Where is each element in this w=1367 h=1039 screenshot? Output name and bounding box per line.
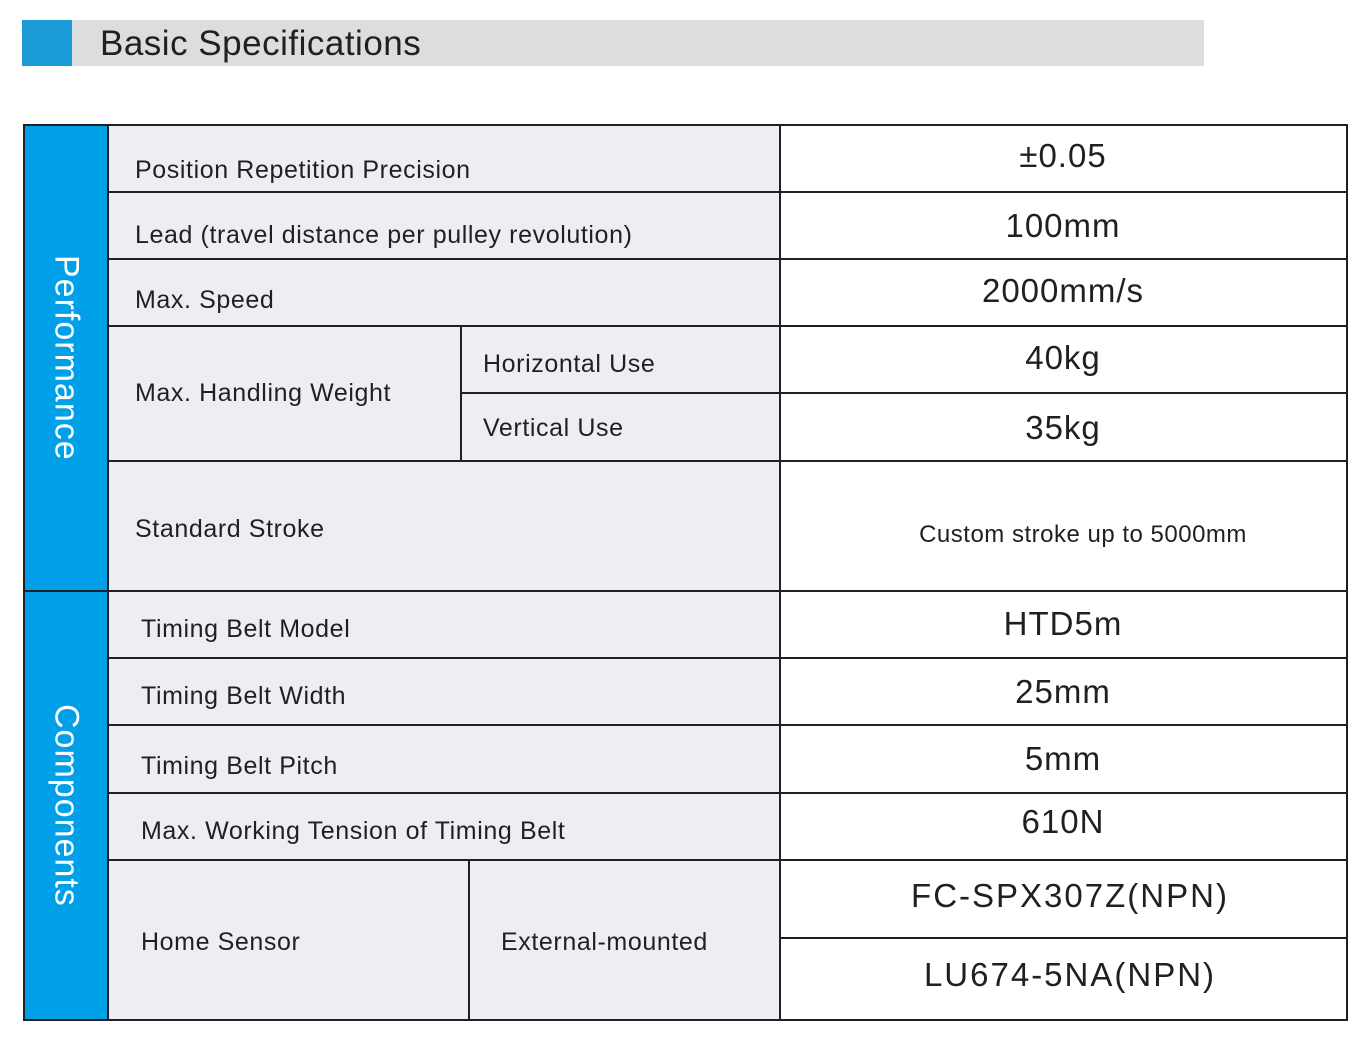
spec-label: Position Repetition Precision xyxy=(135,156,471,184)
spec-sublabel-cell xyxy=(469,860,780,1020)
spec-value: 40kg xyxy=(1025,339,1101,376)
table-row-divider xyxy=(108,325,1347,327)
table-row-divider xyxy=(461,392,1347,394)
table-row-divider xyxy=(108,657,1347,659)
spec-label-cell xyxy=(108,658,780,725)
spec-label: Max. Handling Weight xyxy=(135,379,392,407)
spec-label: Max. Working Tension of Timing Belt xyxy=(141,817,566,845)
table-row-divider xyxy=(108,792,1347,794)
spec-value: 25mm xyxy=(1015,673,1111,710)
table-row-divider xyxy=(780,937,1347,939)
table-row-divider xyxy=(108,724,1347,726)
category-label: Components xyxy=(47,704,86,907)
table-divider xyxy=(468,860,470,1020)
spec-label: Lead (travel distance per pulley revolution) xyxy=(135,221,633,249)
spec-value-cell xyxy=(780,658,1346,725)
spec-label-cell xyxy=(108,461,780,591)
spec-label: Standard Stroke xyxy=(135,515,325,543)
spec-label: Timing Belt Width xyxy=(141,682,347,710)
spec-label-cell xyxy=(108,125,780,192)
spec-label: Home Sensor xyxy=(141,928,301,956)
category-label: Performance xyxy=(47,255,86,461)
spec-label: Timing Belt Pitch xyxy=(141,752,338,780)
spec-value-cell xyxy=(780,461,1346,591)
spec-value: HTD5m xyxy=(1003,605,1123,642)
spec-value-cell xyxy=(780,326,1346,393)
spec-label-cell xyxy=(108,860,469,1020)
category-performance xyxy=(24,125,108,591)
spec-label-cell xyxy=(108,259,780,326)
table-border-bottom xyxy=(23,1019,1348,1021)
spec-value: FC-SPX307Z(NPN) xyxy=(911,877,1229,914)
header-accent-block xyxy=(22,20,72,66)
spec-value-cell xyxy=(780,725,1346,793)
spec-value-cell xyxy=(780,591,1346,658)
spec-sublabel-cell xyxy=(461,326,780,393)
spec-value: 35kg xyxy=(1025,409,1101,446)
spec-label-cell xyxy=(108,326,461,461)
spec-value-cell xyxy=(780,860,1346,938)
spec-value: ±0.05 xyxy=(1019,137,1107,174)
table-row-divider xyxy=(108,859,1347,861)
spec-value-cell xyxy=(780,793,1346,860)
spec-value: Custom stroke up to 5000mm xyxy=(919,521,1247,548)
spec-value: 5mm xyxy=(1024,740,1102,777)
spec-label-cell xyxy=(108,793,780,860)
spec-label-cell xyxy=(108,192,780,259)
spec-value-cell xyxy=(780,192,1346,259)
table-section-divider xyxy=(23,590,1347,592)
spec-value-cell xyxy=(780,938,1346,1020)
table-row-divider xyxy=(108,258,1347,260)
spec-value: 610N xyxy=(1021,803,1105,840)
spec-value-cell xyxy=(780,125,1346,192)
table-border-left xyxy=(23,124,25,1021)
spec-value-cell xyxy=(780,393,1346,461)
table-border-top xyxy=(23,124,1348,126)
spec-sublabel: Vertical Use xyxy=(483,414,624,442)
spec-sublabel: Horizontal Use xyxy=(483,350,656,378)
section-header xyxy=(22,20,1204,66)
spec-sublabel: External-mounted xyxy=(501,928,708,956)
spec-value-cell xyxy=(780,259,1346,326)
spec-sublabel-cell xyxy=(461,393,780,461)
spec-label: Timing Belt Model xyxy=(141,615,351,643)
table-row-divider xyxy=(108,191,1347,193)
section-title: Basic Specifications xyxy=(100,24,422,63)
spec-value: 2000mm/s xyxy=(981,272,1145,309)
table-row-divider xyxy=(108,460,1347,462)
spec-value: LU674-5NA(NPN) xyxy=(923,956,1217,993)
spec-value: 100mm xyxy=(1005,207,1121,244)
spec-label: Max. Speed xyxy=(135,286,275,314)
spec-label-cell xyxy=(108,725,780,793)
spec-label-cell xyxy=(108,591,780,658)
category-components xyxy=(24,591,108,1020)
